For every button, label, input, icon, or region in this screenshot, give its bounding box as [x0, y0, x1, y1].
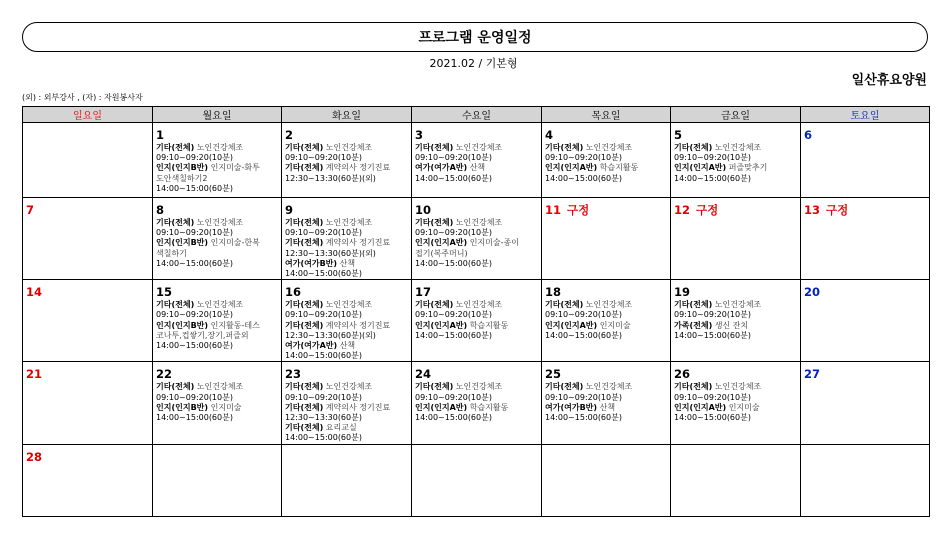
calendar-week-row — [23, 198, 930, 280]
day-header — [415, 199, 539, 218]
program-entry — [415, 163, 539, 173]
calendar-day-cell — [542, 123, 671, 198]
calendar-day-cell — [801, 362, 930, 444]
calendar-day-cell — [801, 198, 930, 280]
holiday-label: 구정 — [696, 203, 719, 217]
calendar-day-cell — [412, 362, 542, 444]
program-name: 노인건강체조 — [585, 143, 633, 152]
program-time: 09:10~09:20(10분) — [415, 153, 492, 163]
calendar-body — [23, 123, 930, 517]
program-category: 기타(전체) — [674, 300, 713, 310]
day-header — [156, 363, 279, 382]
calendar-day-cell — [282, 444, 412, 516]
program-time: 14:00~15:00(60분) — [415, 413, 492, 423]
day-header — [674, 281, 798, 300]
program-category: 기타(전체) — [285, 238, 324, 248]
calendar-day-cell — [153, 280, 282, 362]
calendar-day-cell — [23, 198, 153, 280]
calendar-day-cell — [412, 123, 542, 198]
program-category: 인지(인지B반) — [156, 163, 209, 173]
weekday-header: 목요일 — [542, 107, 671, 123]
program-name: 노인건강체조 — [714, 300, 762, 310]
program-entry — [545, 321, 668, 331]
calendar-day-cell — [671, 123, 801, 198]
calendar-day-cell — [542, 280, 671, 362]
program-name: 인지미술-한복 — [210, 238, 260, 248]
program-entry — [285, 321, 409, 331]
program-name: 접기(복주머니) — [415, 248, 468, 258]
calendar-table — [22, 106, 930, 517]
program-time: 14:00~15:00(60분) — [545, 173, 622, 183]
calendar-day-cell — [671, 280, 801, 362]
program-category: 기타(전체) — [285, 320, 324, 330]
program-entry — [285, 403, 409, 413]
program-time: 09:10~09:20(10분) — [156, 392, 233, 402]
program-name: 인지미술-종이 — [469, 238, 519, 248]
program-entry — [415, 218, 539, 228]
program-name: 노인건강체조 — [325, 218, 373, 227]
program-category: 인지(인지B반) — [156, 320, 209, 330]
program-entry — [674, 143, 798, 153]
program-entry — [545, 382, 668, 392]
program-time: 14:00~15:00(60분) — [415, 258, 492, 268]
program-time: 09:10~09:20(10분) — [285, 153, 362, 163]
program-time: 09:10~09:20(10분) — [156, 310, 233, 320]
program-entry — [156, 300, 279, 310]
program-entry — [285, 341, 409, 351]
program-name: 인지미술 — [599, 320, 631, 330]
program-time: 12:30~13:30(60분)(외) — [285, 173, 376, 183]
program-time: 14:00~15:00(60분) — [156, 413, 233, 423]
program-name: 노인건강체조 — [455, 218, 503, 227]
day-number: 23 — [285, 367, 302, 382]
day-header — [26, 281, 150, 300]
day-header — [674, 363, 798, 382]
program-name: 노인건강체조 — [196, 218, 244, 227]
day-number: 24 — [415, 367, 432, 382]
program-entry — [415, 249, 539, 259]
page-subtitle: 2021.02 / 기본형 — [429, 57, 518, 70]
day-number: 8 — [156, 203, 165, 217]
day-number: 13 — [804, 203, 821, 217]
program-category: 기타(전체) — [285, 218, 324, 227]
day-header — [415, 281, 539, 300]
program-name: 노인건강체조 — [455, 382, 503, 392]
program-category: 기타(전체) — [415, 218, 454, 227]
weekday-header-row — [23, 107, 930, 123]
program-entry — [674, 403, 798, 413]
program-name: 도안색칠하기2 — [156, 173, 208, 183]
day-number: 28 — [26, 449, 43, 464]
program-time: 09:10~09:20(10분) — [415, 392, 492, 402]
program-time: 09:10~09:20(10분) — [545, 153, 622, 163]
program-entry — [415, 382, 539, 392]
program-entry — [415, 300, 539, 310]
program-entry — [674, 321, 798, 331]
holiday-label: 구정 — [567, 203, 590, 217]
program-category: 기타(전체) — [415, 300, 454, 310]
program-name: 계약의사 정기진료 — [325, 238, 391, 248]
day-header — [804, 199, 927, 218]
program-name: 노인건강체조 — [455, 143, 503, 152]
calendar-day-cell — [801, 123, 930, 198]
program-time: 09:10~09:20(10분) — [156, 153, 233, 163]
program-entry — [156, 238, 279, 248]
program-name: 노인건강체조 — [325, 143, 373, 152]
day-header — [674, 124, 798, 143]
program-time: 09:10~09:20(10분) — [674, 310, 751, 320]
day-header — [545, 363, 668, 382]
program-entry — [285, 382, 409, 392]
day-number: 22 — [156, 367, 173, 382]
page-title: 프로그램 운영일정 — [418, 30, 532, 46]
program-time: 09:10~09:20(10분) — [285, 228, 362, 238]
calendar-day-cell — [412, 198, 542, 280]
day-number: 19 — [674, 285, 691, 300]
program-entry — [285, 238, 409, 248]
program-time: 12:30~13:30(60분)(외) — [285, 248, 376, 258]
program-category: 인지(인지B반) — [156, 238, 209, 248]
program-name: 인지미술 — [210, 402, 242, 412]
day-number: 1 — [156, 128, 165, 142]
calendar-day-cell — [153, 362, 282, 444]
day-header — [156, 281, 279, 300]
program-category: 여가(여가B반) — [285, 258, 338, 268]
program-time: 09:10~09:20(10분) — [545, 310, 622, 320]
program-entry — [156, 331, 279, 341]
program-category: 기타(전체) — [285, 423, 324, 433]
program-entry — [156, 163, 279, 173]
day-number: 7 — [26, 203, 35, 217]
program-time: 14:00~15:00(60분) — [545, 413, 622, 423]
day-header — [545, 281, 668, 300]
day-header — [285, 363, 409, 382]
day-number: 12 — [674, 203, 691, 217]
program-time: 14:00~15:00(60분) — [285, 351, 362, 361]
program-entry — [285, 143, 409, 153]
program-category: 기타(전체) — [285, 163, 324, 173]
program-entry — [156, 382, 279, 392]
day-header — [674, 199, 798, 218]
program-entry — [545, 403, 668, 413]
calendar-day-cell — [282, 123, 412, 198]
program-category: 인지(인지A반) — [415, 320, 468, 330]
day-number: 9 — [285, 203, 294, 217]
program-time: 14:00~15:00(60분) — [674, 413, 751, 423]
day-number: 6 — [804, 128, 813, 142]
program-time: 14:00~15:00(60분) — [545, 330, 622, 340]
program-time: 09:10~09:20(10분) — [674, 153, 751, 163]
program-category: 인지(인지A반) — [674, 402, 727, 412]
day-number: 18 — [545, 285, 562, 300]
program-category: 기타(전체) — [285, 143, 324, 152]
program-entry — [156, 403, 279, 413]
weekday-header: 토요일 — [801, 107, 930, 123]
program-entry — [156, 321, 279, 331]
calendar-day-cell — [542, 444, 671, 516]
program-name: 퍼즐맞추기 — [728, 163, 768, 173]
calendar-day-cell — [801, 444, 930, 516]
day-number: 15 — [156, 285, 173, 300]
program-name: 인지활동-테스 — [210, 320, 260, 330]
program-time: 14:00~15:00(60분) — [674, 173, 751, 183]
program-category: 기타(전체) — [156, 218, 195, 227]
program-category: 기타(전체) — [156, 143, 195, 152]
program-time: 14:00~15:00(60분) — [415, 173, 492, 183]
calendar-day-cell — [412, 280, 542, 362]
day-header — [156, 199, 279, 218]
calendar-day-cell — [282, 198, 412, 280]
calendar-day-cell — [23, 280, 153, 362]
organization-name: 일산휴요양원 — [851, 73, 927, 88]
program-category: 인지(인지B반) — [156, 402, 209, 412]
program-category: 인지(인지A반) — [415, 238, 468, 248]
program-entry — [156, 218, 279, 228]
program-entry — [156, 143, 279, 153]
program-time: 14:00~15:00(60분) — [156, 183, 233, 193]
day-number: 20 — [804, 285, 821, 300]
day-number: 21 — [26, 367, 43, 382]
program-category: 기타(전체) — [545, 382, 584, 392]
day-header — [545, 199, 668, 218]
program-time: 14:00~15:00(60분) — [285, 269, 362, 279]
program-name: 색칠하기 — [156, 248, 187, 258]
program-name: 계약의사 정기진료 — [325, 163, 391, 173]
program-entry — [285, 300, 409, 310]
program-category: 기타(전체) — [415, 143, 454, 152]
program-entry — [415, 238, 539, 248]
day-number: 5 — [674, 128, 683, 142]
program-name: 산책 — [339, 258, 356, 268]
program-time: 12:30~13:30(60분) — [285, 413, 362, 423]
day-header — [804, 363, 927, 382]
day-number: 26 — [674, 367, 691, 382]
title-banner — [22, 22, 928, 52]
calendar-day-cell — [23, 362, 153, 444]
weekday-header: 일요일 — [23, 107, 153, 123]
program-name: 인지미술 — [728, 402, 760, 412]
program-time: 09:10~09:20(10분) — [156, 228, 233, 238]
calendar-day-cell — [153, 198, 282, 280]
program-name: 학습지활동 — [469, 320, 509, 330]
program-entry — [285, 163, 409, 173]
program-entry — [285, 423, 409, 433]
program-entry — [415, 143, 539, 153]
program-name: 노인건강체조 — [455, 300, 503, 310]
program-name: 학습지활동 — [599, 163, 639, 173]
day-number: 10 — [415, 203, 432, 217]
day-header — [415, 363, 539, 382]
legend-note: (외) : 외부강사 , (자) : 자원봉사자 — [22, 93, 143, 102]
program-category: 가족(전체) — [674, 320, 713, 330]
day-number: 11 — [545, 203, 562, 217]
program-category: 기타(전체) — [285, 382, 324, 392]
program-category: 인지(인지A반) — [674, 163, 727, 173]
calendar-day-cell — [671, 198, 801, 280]
program-name: 노인건강체조 — [196, 382, 244, 392]
program-name: 산책 — [469, 163, 486, 173]
program-category: 기타(전체) — [156, 300, 195, 310]
program-entry — [674, 382, 798, 392]
day-number: 16 — [285, 285, 302, 300]
calendar-day-cell — [671, 444, 801, 516]
program-entry — [545, 300, 668, 310]
program-name: 코나투,컵쌓기,장기,퍼즐외 — [156, 330, 249, 340]
program-time: 14:00~15:00(60분) — [285, 433, 362, 443]
calendar-day-cell — [153, 444, 282, 516]
program-name: 생신 잔치 — [714, 320, 749, 330]
program-name: 노인건강체조 — [714, 382, 762, 392]
program-entry — [156, 174, 279, 184]
program-category: 기타(전체) — [545, 300, 584, 310]
program-time: 09:10~09:20(10분) — [285, 310, 362, 320]
program-time: 09:10~09:20(10분) — [674, 392, 751, 402]
program-time: 14:00~15:00(60분) — [156, 341, 233, 351]
day-header — [26, 363, 150, 382]
day-header — [804, 124, 927, 143]
program-time: 14:00~15:00(60분) — [674, 330, 751, 340]
program-entry — [674, 163, 798, 173]
day-number: 14 — [26, 285, 43, 300]
program-name: 계약의사 정기진료 — [325, 402, 391, 412]
program-time: 14:00~15:00(60분) — [156, 258, 233, 268]
program-category: 기타(전체) — [156, 382, 195, 392]
holiday-label: 구정 — [826, 203, 849, 217]
calendar-week-row — [23, 280, 930, 362]
program-category: 기타(전체) — [415, 382, 454, 392]
program-entry — [285, 259, 409, 269]
program-category: 여가(여가B반) — [545, 402, 598, 412]
program-name: 노인건강체조 — [196, 300, 244, 310]
program-name: 계약의사 정기진료 — [325, 320, 391, 330]
weekday-header: 월요일 — [153, 107, 282, 123]
program-category: 인지(인지A반) — [415, 402, 468, 412]
calendar-day-cell — [23, 123, 153, 198]
day-number: 4 — [545, 128, 554, 142]
calendar-week-row — [23, 444, 930, 516]
program-category: 여가(여가A반) — [415, 163, 468, 173]
program-name: 산책 — [599, 402, 616, 412]
calendar-day-cell — [153, 123, 282, 198]
program-name: 노인건강체조 — [325, 382, 373, 392]
day-header — [415, 124, 539, 143]
program-category: 여가(여가A반) — [285, 341, 338, 351]
day-header — [545, 124, 668, 143]
program-category: 인지(인지A반) — [545, 163, 598, 173]
program-name: 노인건강체조 — [325, 300, 373, 310]
program-entry — [415, 403, 539, 413]
program-name: 노인건강체조 — [585, 382, 633, 392]
program-entry — [285, 218, 409, 228]
calendar-day-cell — [282, 280, 412, 362]
program-name: 산책 — [339, 341, 356, 351]
day-number: 2 — [285, 128, 294, 142]
program-name: 학습지활동 — [469, 402, 509, 412]
calendar-week-row — [23, 362, 930, 444]
weekday-header: 화요일 — [282, 107, 412, 123]
program-time: 09:10~09:20(10분) — [415, 228, 492, 238]
day-header — [156, 124, 279, 143]
program-name: 노인건강체조 — [196, 143, 244, 152]
program-category: 기타(전체) — [285, 300, 324, 310]
program-entry — [674, 300, 798, 310]
day-header — [285, 281, 409, 300]
day-number: 3 — [415, 128, 424, 142]
program-category: 기타(전체) — [674, 143, 713, 152]
calendar-day-cell — [282, 362, 412, 444]
day-number: 17 — [415, 285, 432, 300]
calendar-day-cell — [671, 362, 801, 444]
calendar-week-row — [23, 123, 930, 198]
day-header — [26, 199, 150, 218]
program-time: 12:30~13:30(60분)(외) — [285, 330, 376, 340]
day-number: 25 — [545, 367, 562, 382]
day-number: 27 — [804, 367, 821, 382]
calendar-day-cell — [542, 362, 671, 444]
weekday-header: 금요일 — [671, 107, 801, 123]
calendar-day-cell — [412, 444, 542, 516]
calendar-day-cell — [23, 444, 153, 516]
program-name: 노인건강체조 — [714, 143, 762, 152]
program-time: 09:10~09:20(10분) — [285, 392, 362, 402]
program-entry — [545, 163, 668, 173]
program-name: 요리교실 — [325, 423, 357, 433]
program-time: 09:10~09:20(10분) — [415, 310, 492, 320]
program-entry — [156, 249, 279, 259]
program-category: 기타(전체) — [674, 382, 713, 392]
program-time: 14:00~15:00(60분) — [415, 330, 492, 340]
day-header — [804, 281, 927, 300]
calendar-day-cell — [801, 280, 930, 362]
program-category: 기타(전체) — [545, 143, 584, 152]
day-header — [285, 199, 409, 218]
program-entry — [415, 321, 539, 331]
program-name: 인지미술-화투 — [210, 163, 260, 173]
weekday-header: 수요일 — [412, 107, 542, 123]
program-entry — [545, 143, 668, 153]
day-header — [26, 446, 150, 465]
calendar-day-cell — [542, 198, 671, 280]
program-category: 인지(인지A반) — [545, 320, 598, 330]
program-name: 노인건강체조 — [585, 300, 633, 310]
program-category: 기타(전체) — [285, 402, 324, 412]
day-header — [285, 124, 409, 143]
program-time: 09:10~09:20(10분) — [545, 392, 622, 402]
